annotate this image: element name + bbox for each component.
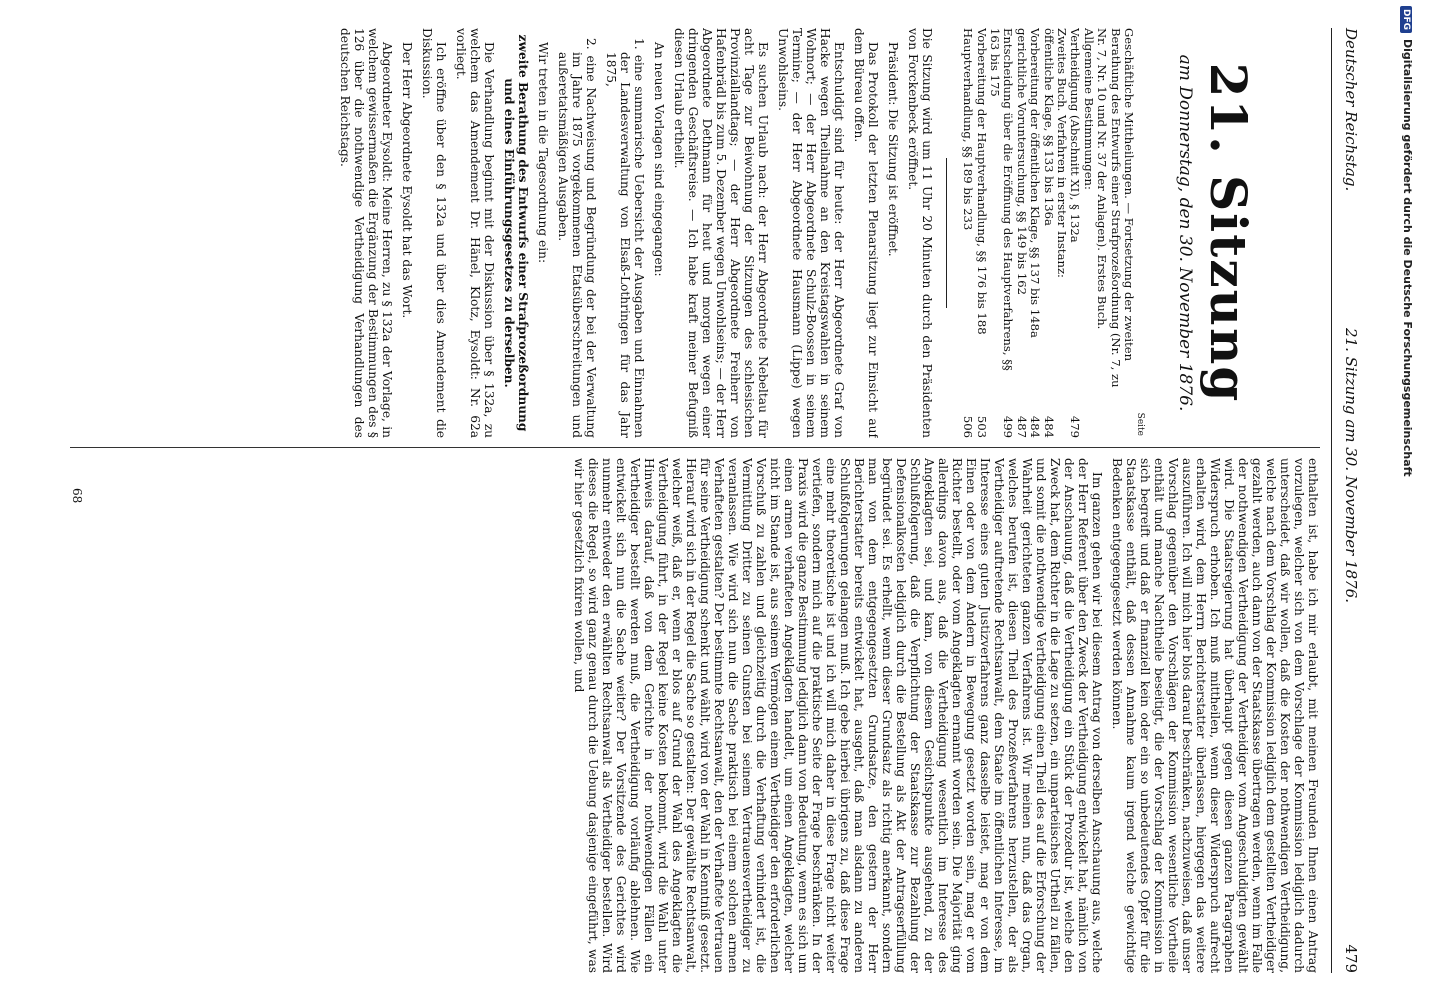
paragraph: Die Sitzung wird um 11 Uhr 20 Minuten durch den Präsidenten von Forckenbeck eröffnet. [905, 28, 934, 438]
paragraph-gap [530, 28, 536, 438]
toc-entry-text: Vorbereitung der öffentlichen Klage, §§ 137 bis 148a [1028, 28, 1043, 338]
toc-entry-page: 484 [1028, 415, 1043, 438]
toc-entry-text: Vertheidigung (Abschnitt XI), § 132a [1068, 28, 1083, 243]
paragraph: zweite Berathung des Entwurfs einer Strafprozeßordnung und eines Einführungsgesetzes zu derselben. [501, 34, 530, 432]
paragraph: Im ganzen gehen wir bei diesem Antrag von derselben Anschauung aus, welche der Herr Referent über den Zweck der Vertheidigung entwickelt hat, nämlich von der Anschauung, daß die Vertheidigung ein Stück der Prozedur ist, welche den Zweck hat, dem Richter in die Lage zu setzen, ein unparteiisches Urtheil zu fällen, und somit die nothwendige Vertheidigung einen Theil des auf die Erforschung der Wahrheit gerichteten ganzen Verfahrens ist. Wir meinen nun, daß das Organ, welches berufen ist, diesen Theil des Prozeßverfahrens herzustellen, der als Vertheidiger auftretende Rechtsanwalt, dem Staate im öffentlichen Interesse, im Interesse eines guten Justizverfahrens ganz dasselbe leistet, mag er von dem Einen oder von dem Andern in Bewegung gesetzt worden sein, mag er vom Richter bestellt, oder vom Angeklagten ernannt worden sein. Die Majorität ging allerdings davon aus, daß die Vertheidigung wesentlich im Interesse des Angeklagten sei, und kam, von diesem Gesichtspunkte ausgehend, zu der Schlußfolgerung, daß die Verpflichtung der Staatskasse zur Bezahlung der Defensionalkosten lediglich durch die Bestellung als Akt der Antragserfüllung begründet sei. Es erhellt, wenn dieser Grundsatz als richtig anerkannt, sondern man von dem entgegengesetzten Grundsatze, den gestern der Herr Berichterstatter bereits entwickelt hat, ausgeht, daß man alsdann zu anderen Schlußfolgerungen gelangen muß. Ich gebe hierbei übrigens zu, daß diese Frage eine mehr theoretische ist und ich will mich daher in diese Frage nicht weiter vertiefen, sondern mich auf die praktische Seite der Frage beschränken. In der Praxis wird die ganze Bestimmung lediglich dann von Bedeutung, wenn es sich um einen armen verhafteten Angeklagten handelt, um einen Angeklagten, welcher nicht im Stande ist, aus seinem Vermögen einem Vertheidiger den erforderlichen Vorschuß zu zahlen und gleichzeitig durch die Verhaftung verhindert ist, die Vermittlung Dritter zu seinen Gunsten bei seinem Vertrauensvertheidiger zu veranlassen. Wie wird sich nun die Sache praktisch bei einem solchen armen Verhafteten gestalten? Der bestimmte Rechtsanwalt, den der Verhaftete Vertrauen für seine Vertheidigung schenkt und wählt, wird von der Wahl in Kenntniß gesetzt. Hierauf wird sich in der Regel die Sache so gestalten: Der gewählte Rechtsanwalt, welcher weiß, daß er, wenn er blos auf Grund der Wahl des Angeklagten die Vertheidigung führt, in der Regel keine Kosten bekommt, wird die Wahl unter Hinweis darauf, daß von dem Gerichte in der nothwendigen Fällen ein Vertheidiger bestellt werden muß, die Vertheidigung vorläufig ablehnen. Wie entwickelt sich nun die Sache weiter? Der Vorsitzende des Gerichtes wird nunmehr entweder den erwählten Rechtsanwalt als Vertheidiger bestellen. Wird dieses die Regel, so wird ganz genau durch die Uebung dasjenige eingeführt, was wir hier gesetzlich fixiren wollen, und [572, 458, 1104, 973]
toc-entry-text: Hauptverhandlung, §§ 189 bis 233 [961, 28, 976, 231]
toc-entry-text: Geschäftliche Mittheilungen. — Fortsetzung der zweiten Berathung des Entwurfs einer Strafprozeßordnung (Nr. 7, zu Nr. 7, Nr. 10 und Nr. 37 der Anlagen). Erstes Buch. Allgemeine Bestimmungen: [1081, 28, 1136, 388]
paragraph: Das Protokoll der letzten Plenarsitzung liegt zur Einsicht auf dem Büreau offen. [851, 28, 880, 438]
paragraph: Es suchen Urlaub nach: der Herr Abgeordnete Nebeltau für acht Tage zur Beiwohnung der Sitzungen des schlesischen Provinziallandtags; — der Herr Abgeordnete Freiherr von Hafenbrädl bis zum 5. Dezember wegen Unwohlseins; — der Herr Abgeordnete Dethmann für heut und morgen wegen einer dringenden Geschäftsreise. — Ich habe kraft meiner Befugniß diesen Urlaub ertheilt. [671, 28, 770, 438]
toc-row [1068, 28, 1081, 438]
paragraph-gap [448, 28, 454, 438]
toc-entry-page: 506 [961, 415, 976, 438]
paragraph: Wir treten in die Tagesordnung ein: [535, 42, 550, 264]
toc-entry-page: 503 [974, 415, 989, 438]
toc-row [961, 28, 974, 438]
table-of-contents [961, 28, 1135, 438]
dfg-credit-text: Digitalisierung gefördert durch die Deutsche Forschungsgemeinschaft [1401, 39, 1414, 477]
paragraph-gap [598, 28, 604, 438]
left-body-text [332, 28, 934, 438]
toc-entry-page: 487 [1014, 415, 1029, 438]
paragraph: Entschuldigt sind für heute: der Herr Abgeordnete Graf von Hacke wegen Theilnahme an den Kreistagswahlen in seinem Wohnort; — der Herr Abgeordnete Schulz-Boossen in seinem Termine; — der Herr Abgeordnete Hausmann (Lippe) wegen Unwohlseins. [775, 28, 846, 438]
toc-entry-page: 479 [1068, 415, 1083, 438]
toc-row [988, 28, 1015, 438]
toc-entry-text: öffentliche Klage, §§ 133 bis 136a [1041, 28, 1056, 226]
right-body-text [566, 458, 1320, 973]
session-title: 21. Sitzung [1199, 62, 1258, 404]
toc-heading: Seite [1135, 412, 1145, 436]
signature-mark: 68 [70, 488, 84, 504]
paragraph: An neuen Vorlagen sind eingegangen: [651, 42, 666, 277]
left-column [65, 28, 1320, 438]
column-rule [70, 447, 1320, 448]
paragraph: Die Verhandlung beginnt mit der Diskussion über § 132a, zu welchem das Amendement Dr. Hänel, Klotz, Eysoldt: Nr. 62a vorliegt. [453, 28, 496, 438]
toc-row [1028, 28, 1041, 438]
toc-entry-text: Vorbereitung der Hauptverhandlung, §§ 176 bis 188 [974, 28, 989, 335]
toc-row [1055, 28, 1068, 438]
running-header [1331, 28, 1366, 973]
scanned-page [50, 0, 1380, 1000]
page-number: 479 [1342, 944, 1360, 973]
toc-entry-page: 499 [1001, 415, 1016, 438]
toc-row [1081, 28, 1135, 438]
toc-entry-page: 484 [1041, 415, 1056, 438]
header-center: 21. Sitzung am 30. November 1876. [1342, 328, 1360, 603]
toc-row [974, 28, 987, 438]
header-left: Deutscher Reichstag. [1342, 28, 1360, 192]
paragraph-gap [646, 28, 652, 438]
paragraph: Abgeordneter Eysoldt: Meine Herren, zu § 132a der Vorlage, in welchem gewissermaßen die Ergänzung der Bestimmungen des § 126 über die nothwendige Vertheidigung Verhandlungen des deutschen Reichstags. [337, 28, 394, 438]
toc-entry-text: Zweites Buch. Verfahren in erster Instanz: [1054, 28, 1069, 278]
paragraph: enthalten ist, habe ich mir erlaubt, mit meinen Freunden Ihnen einen Antrag vorzulegen, welcher sich von dem Vorschlage der Kommission lediglich dadurch unterscheidet, daß wir wollen, daß die Kosten der nothwendigen Vertheidigung, welche nach dem Vorschlag der Kommission lediglich dem gestellten Vertheidiger gezahlt werden, auch dann von der Staatskasse übertragen werden, wenn im Falle der nothwendigen Vertheidigung der Vertheidiger vom Angeschuldigten gewählt wird. Die Staatsregierung hat überhaupt gegen diesen ganzen Paragraphen Widerspruch erhoben. Ich muß mittheilen, wenn dieser Widerspruch aufrecht erhalten wird, dem Herrn Berichterstatter überlassen, hiergegen das weitere auszuführen. Ich will mich hier blos darauf beschränken, nachzuweisen, daß unser Vorschlag gegenüber den Vorschlägen der Kommission wesentliche Vortheile enthält und manche Nachtheile beseitigt, die der Vorschlag der Kommission in sich begreift und daß er finanziell kein oder ein so unbedeutendes Opfer für die Staatskasse enthält, daß dessen Annahme kaum irgend welche gewichtige Bedenken entgegengesetzt werden können. [1110, 458, 1320, 973]
right-column [65, 458, 1320, 973]
divider [946, 158, 947, 308]
toc-row [1041, 28, 1054, 438]
paragraph: Ich eröffne über den § 132a und über dies Amendement die Diskussion. [419, 28, 448, 438]
paragraph: 2. eine Nachweisung und Begründung der bei der Verwaltung im Jahre 1875 vorgekommenen Etatsüberschreitungen und außeretatsmäßigen Ausgaben. [555, 38, 598, 438]
dfg-credit [1396, 6, 1414, 546]
dfg-logo-icon: DFG [1400, 6, 1412, 33]
paragraph: 1. eine summarische Uebersicht der Ausgaben und Einnahmen der Landesverwaltung von Elsaß-Lothringen für das Jahr 1875, [603, 38, 646, 438]
paragraph-gap [394, 28, 400, 438]
toc-entry-text: Entscheidung über die Eröffnung des Hauptverfahrens, §§ 163 bis 175 [987, 28, 1016, 371]
paragraph: Der Herr Abgeordnete Eysoldt hat das Wort. [399, 42, 414, 319]
toc-entry-text: gerichtliche Voruntersuchung, §§ 149 bis 162 [1014, 28, 1029, 295]
toc-row [1014, 28, 1027, 438]
session-date: am Donnerstag, den 30. November 1876. [1175, 54, 1195, 412]
paragraph: Präsident: Die Sitzung ist eröffnet. [885, 42, 900, 257]
paragraph-gap [880, 28, 886, 438]
